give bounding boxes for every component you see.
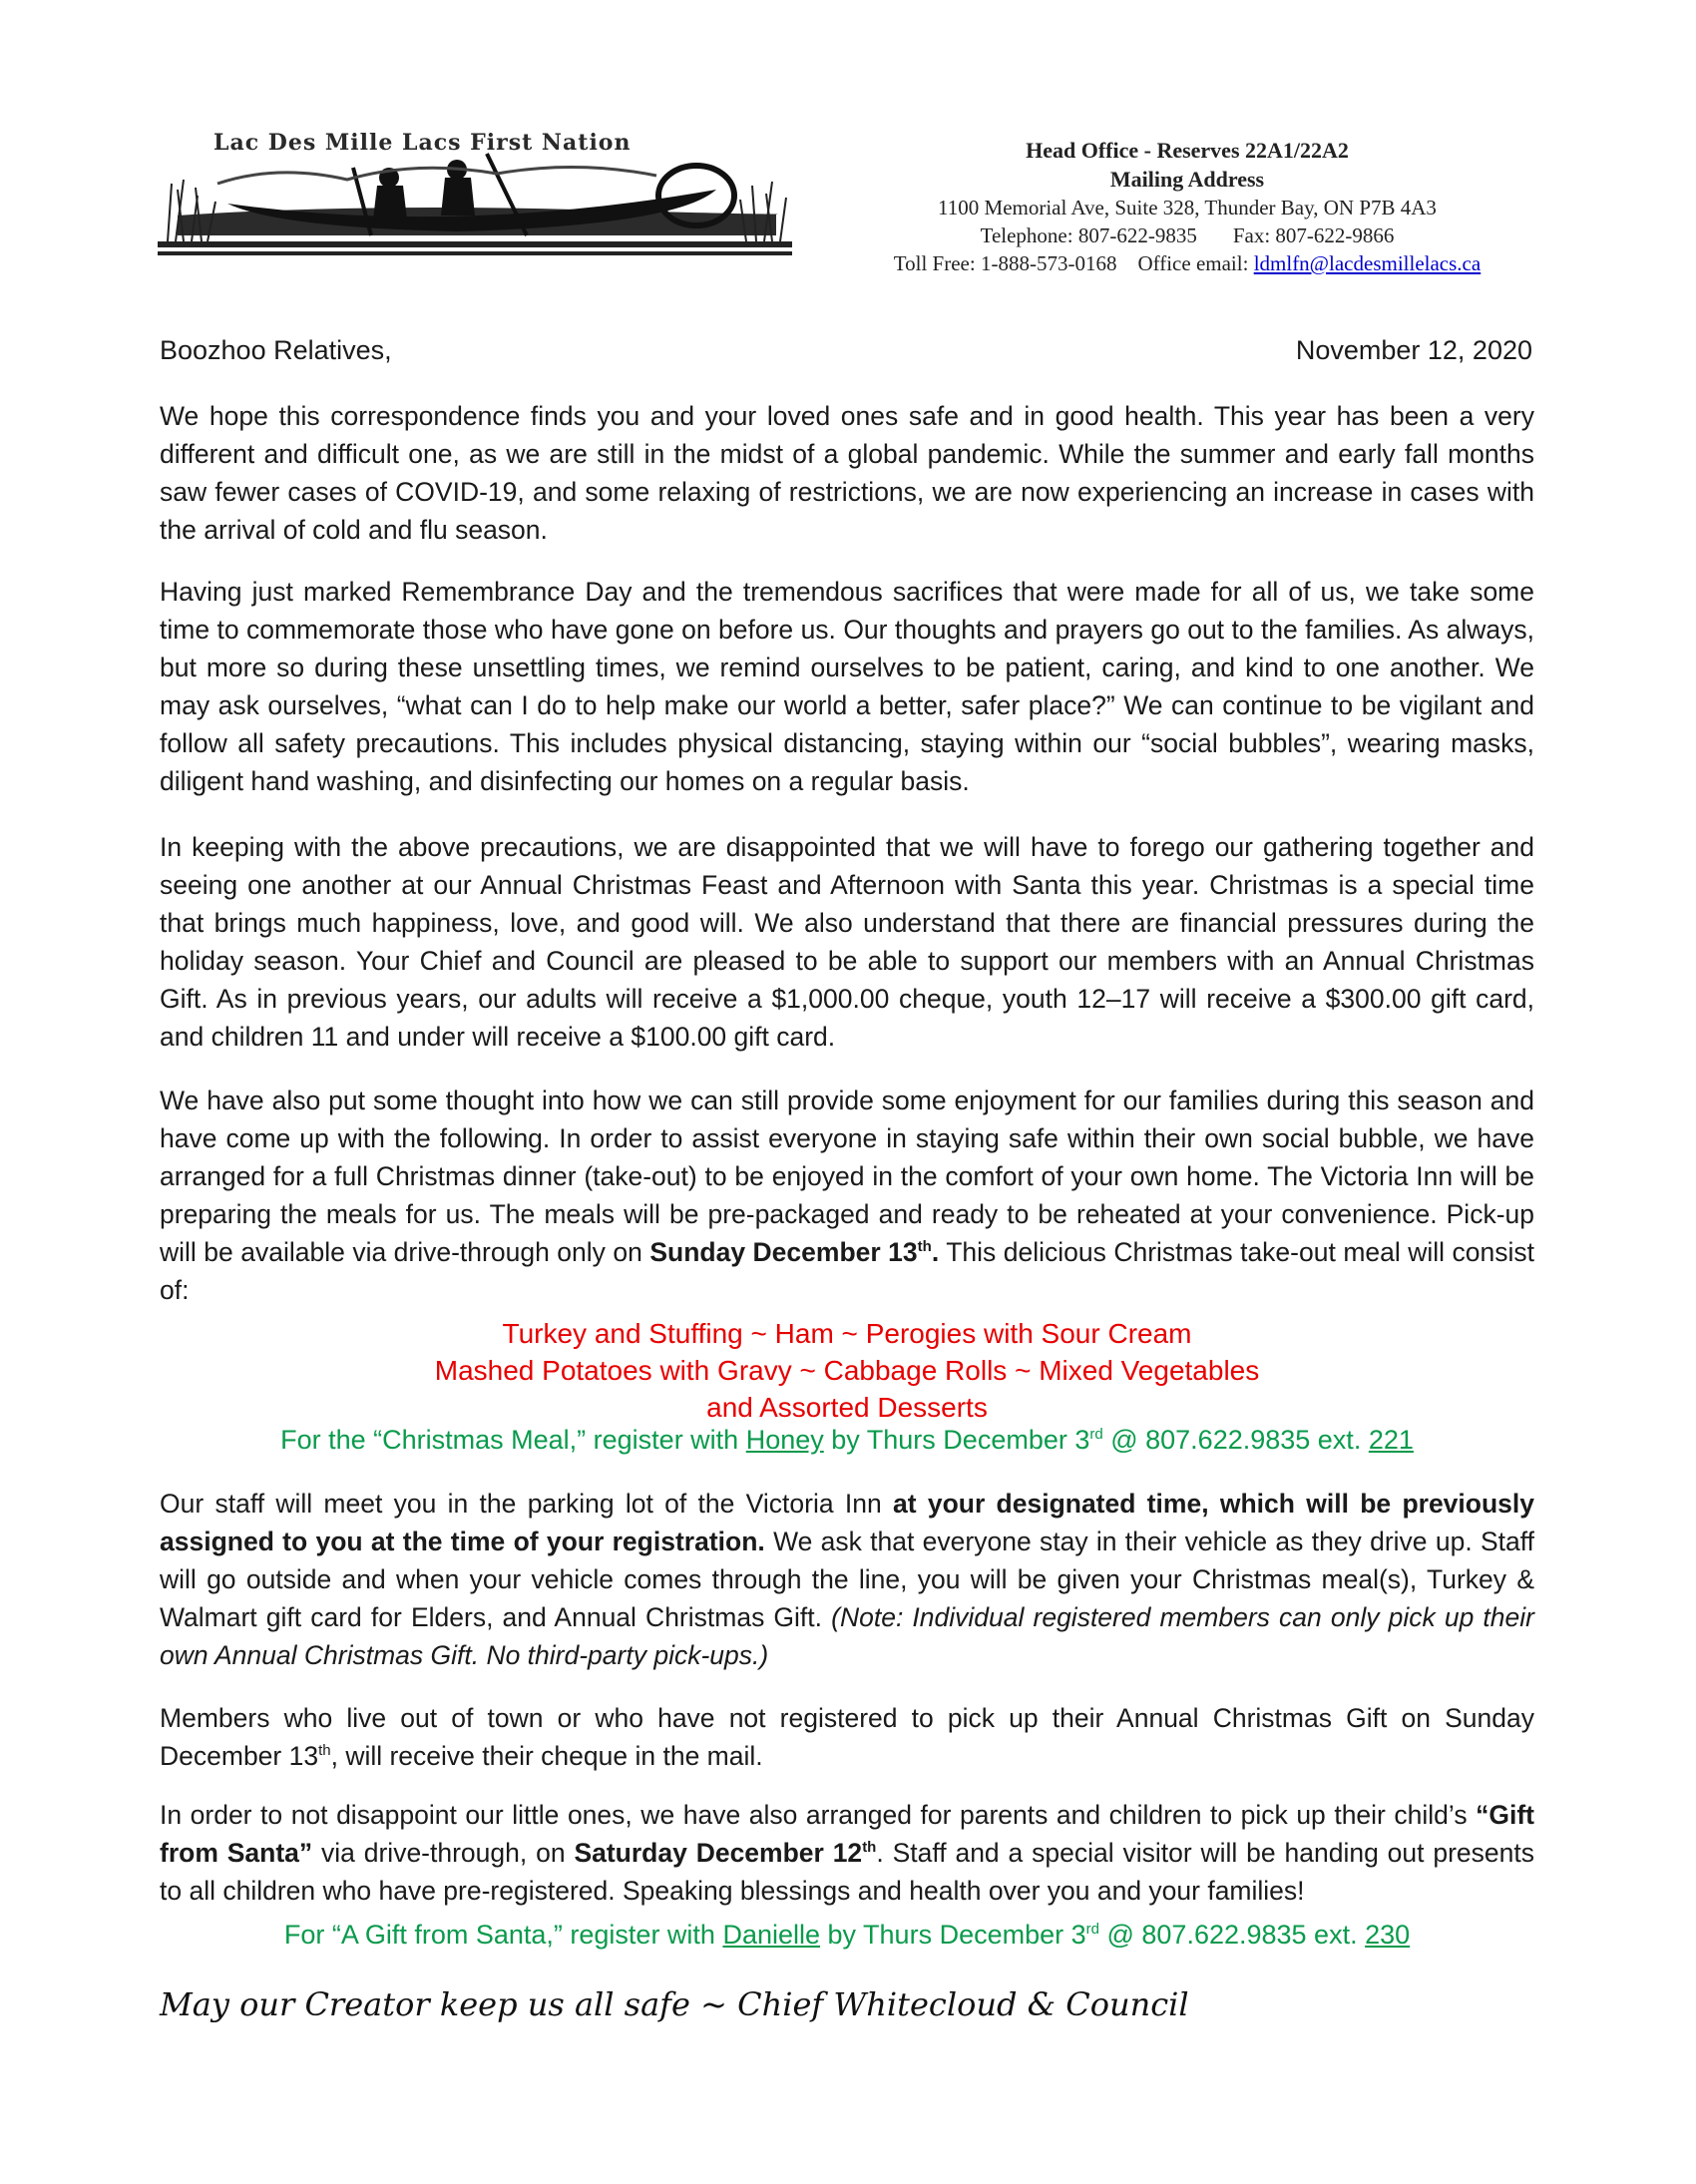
menu-line: Turkey and Stuffing ~ Ham ~ Perogies with Sour Cream (502, 1318, 1192, 1349)
office-address-block (838, 136, 1536, 277)
menu-line: and Assorted Desserts (706, 1392, 988, 1423)
org-logo (158, 124, 792, 259)
paragraph-5: Our staff will meet you in the parking lot of the Victoria Inn at your designated time, which will be previously assigned to you at the time of your registration. We ask that everyone stay in their vehicle as they drive up. Staff will go outside and when your vehicle comes through the line, you will be given your Christmas meal(s), Turkey & Walmart gift card for Elders, and Annual Christmas Gift. (Note: Individual registered members can only pick up their own Annual Christmas Gift. No third-party pick-ups.) (160, 1489, 1534, 1670)
letter-date: November 12, 2020 (1295, 335, 1532, 365)
org-name: Lac Des Mille Lacs First Nation (213, 130, 632, 156)
toll-free: Toll Free: 1-888-573-0168 (893, 251, 1117, 275)
menu-line: Mashed Potatoes with Gravy ~ Cabbage Rolls ~ Mixed Vegetables (434, 1355, 1260, 1386)
mailing-label: Mailing Address (1109, 167, 1265, 192)
meal-registration-line: For the “Christmas Meal,” register with Honey by Thurs December 3rd @ 807.622.9835 ext. 221 (280, 1425, 1414, 1455)
meal-menu (160, 1315, 1534, 1426)
fax: Fax: 807-622-9866 (1232, 223, 1395, 247)
extension-230: 230 (1365, 1920, 1411, 1950)
tollfree-email-line (838, 249, 1536, 277)
signoff: May our Creator keep us all safe ~ Chief Whitecloud & Council (160, 1985, 1189, 2023)
paragraph-2: Having just marked Remembrance Day and the tremendous sacrifices that were made for all of us, we take some time to commemorate those who have gone on before us. Our thoughts and prayers go out to the families. As always, but more so during these unsettling times, we remind ourselves to be patient, caring, and kind to one another. We may ask ourselves, “what can I do to help make our world a better, safer place?” We can continue to be vigilant and follow all safety precautions. This includes physical distancing, staying within our “social bubbles”, wearing masks, diligent hand washing, and disinfecting our homes on a regular basis. (160, 577, 1534, 796)
paragraph-6: Members who live out of town or who have not registered to pick up their Annual Christmas Gift on Sunday December 13th, will receive their cheque in the mail. (160, 1703, 1534, 1771)
email-link[interactable]: ldmlfn@lacdesmillelacs.ca (1253, 251, 1482, 275)
extension-221: 221 (1368, 1425, 1414, 1455)
telephone: Telephone: 807-622-9835 (980, 223, 1197, 247)
paragraph-1: We hope this correspondence finds you and your loved ones safe and in good health. This year has been a very different and difficult one, as we are still in the midst of a global pandemic. While the summer and early fall months saw fewer cases of COVID-19, and some relaxing of restrictions, we are now experiencing an increase in cases with the arrival of cold and flu season. (160, 401, 1534, 545)
office-title: Head Office - Reserves 22A1/22A2 (1026, 138, 1349, 163)
salutation: Boozhoo Relatives, (160, 335, 392, 365)
paragraph-3: In keeping with the above precautions, we are disappointed that we will have to forego our gathering together and seeing one another at our Annual Christmas Feast and Afternoon with Santa this year. Christmas is a special time that brings much happiness, love, and good will. We also understand that there are financial pressures during the holiday season. Your Chief and Council are pleased to be able to support our members with an Annual Christmas Gift. As in previous years, our adults will receive a $1,000.00 cheque, youth 12–17 will receive a $300.00 gift card, and children 11 and under will receive a $100.00 gift card. (160, 832, 1534, 1052)
email-label: Office email: (1137, 251, 1249, 275)
phone-fax-line (838, 221, 1536, 249)
contact-honey: Honey (745, 1425, 824, 1455)
contact-danielle: Danielle (722, 1920, 821, 1950)
santa-registration-line: For “A Gift from Santa,” register with Danielle by Thurs December 3rd @ 807.622.9835 ext. 230 (283, 1920, 1411, 1950)
paragraph-7: In order to not disappoint our little ones, we have also arranged for parents and children to pick up their child’s “Gift from Santa” via drive-through, on Saturday December 12th. Staff and a special visitor will be handing out presents to all children who have pre-registered. Speaking blessings and health over you and your families! (160, 1800, 1534, 1906)
mailing-address: 1100 Memorial Ave, Suite 328, Thunder Bay, ON P7B 4A3 (938, 196, 1437, 219)
paragraph-4: We have also put some thought into how we can still provide some enjoyment for our families during this season and have come up with the following. In order to assist everyone in staying safe within their own social bubble, we have arranged for a full Christmas dinner (take-out) to be enjoyed in the comfort of your own home. The Victoria Inn will be preparing the meals for us. The meals will be pre-packaged and ready to be reheated at your convenience. Pick-up will be available via drive-through only on Sunday December 13th. This delicious Christmas take-out meal will consist of: (160, 1086, 1534, 1305)
